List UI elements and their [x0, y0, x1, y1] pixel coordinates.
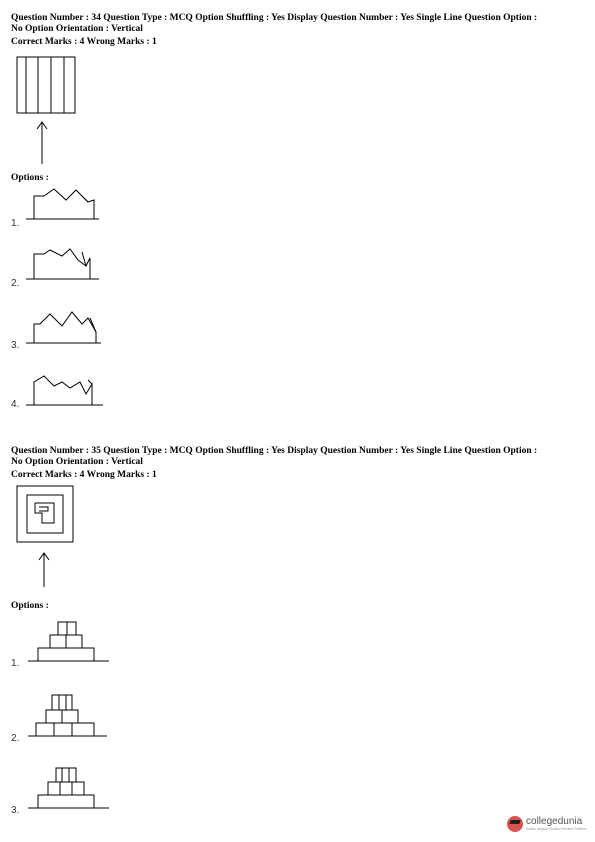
q34-option-4-number: 4.: [11, 399, 20, 410]
graduation-cap-icon: [507, 816, 523, 832]
q34-marks: Correct Marks : 4 Wrong Marks : 1: [11, 37, 157, 47]
q35-header: [11, 446, 586, 467]
q35-option-1-figure: [28, 617, 110, 663]
q34-options-label: Options :: [11, 173, 49, 183]
q35-option-2-figure: [28, 690, 108, 738]
q34-option-1-number: 1.: [11, 218, 20, 229]
q34-option-2-number: 2.: [11, 278, 20, 289]
q34-header-line1: Question Number : 34 Question Type : MCQ Option Shuffling : Yes Display Question Number : Yes Single Line Question Option :: [11, 13, 538, 23]
q34-option-1-figure: [26, 186, 100, 222]
brand-tagline: India's largest Student Review Platform: [526, 827, 587, 831]
q35-option-3-figure: [28, 762, 110, 810]
q35-marks: Correct Marks : 4 Wrong Marks : 1: [11, 470, 157, 480]
q34-option-4-figure: [26, 372, 104, 408]
q35-option-1-number: 1.: [11, 658, 20, 669]
q35-header-line2: No Option Orientation : Vertical: [11, 456, 143, 467]
q34-header-line2: No Option Orientation : Vertical: [11, 23, 143, 34]
q35-option-3-number: 3.: [11, 805, 20, 816]
q34-question-figure: [16, 56, 78, 166]
q34-option-3-figure: [26, 308, 102, 346]
q34-option-2-figure: [26, 244, 100, 282]
q34-header: [11, 13, 586, 34]
q34-option-3-number: 3.: [11, 340, 20, 351]
brand-logo: [507, 816, 587, 832]
q35-options-label: Options :: [11, 601, 49, 611]
brand-name: collegedunia: [526, 816, 583, 827]
q35-question-figure: [16, 485, 78, 595]
q35-header-line1: Question Number : 35 Question Type : MCQ Option Shuffling : Yes Display Question Number : Yes Single Line Question Option :: [11, 446, 538, 456]
q35-option-2-number: 2.: [11, 733, 20, 744]
